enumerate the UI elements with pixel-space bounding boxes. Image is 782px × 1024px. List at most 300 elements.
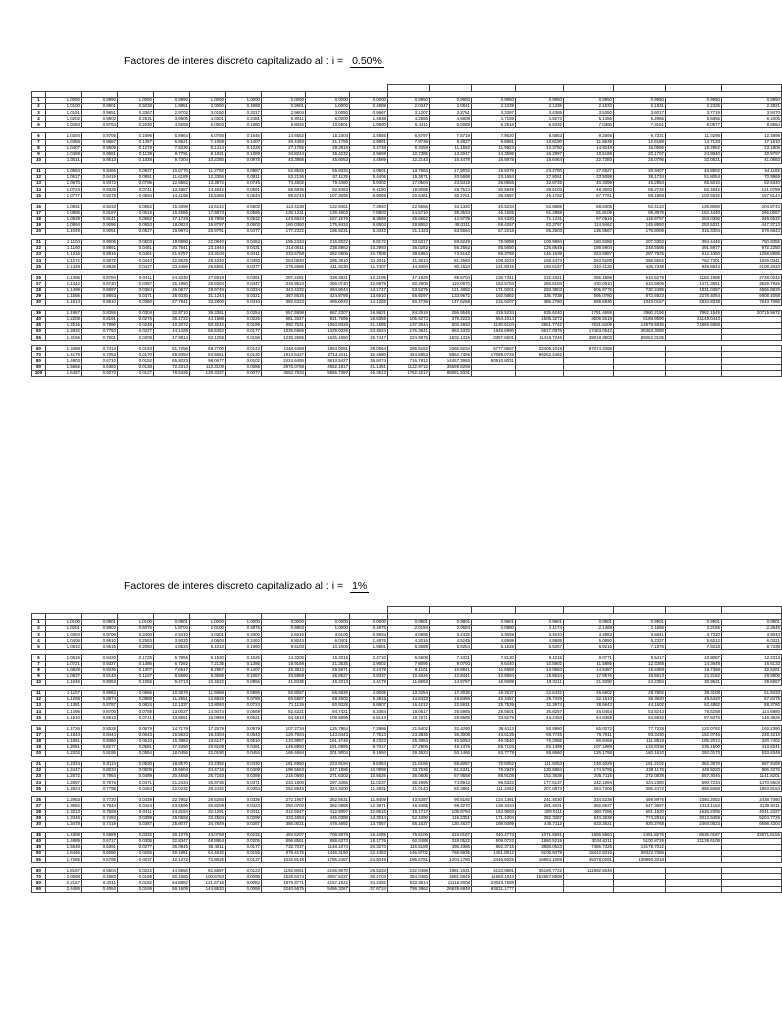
factor-cell: 1.0303 [46, 632, 82, 638]
factor-cell: 16.4285 [350, 832, 388, 838]
factor-cell: 139.4603 [306, 210, 350, 216]
factor-cell: 8.7791 [154, 151, 190, 157]
factor-cell: 3.4365 [516, 110, 564, 116]
factor-cell: 10.5626 [350, 774, 388, 780]
factor-cell: 45.6053 [306, 157, 350, 163]
factor-cell: 0.0120 [226, 352, 262, 358]
factor-cell: 0.0304 [118, 310, 154, 316]
factor-cell: 5.6865 [666, 116, 722, 122]
factor-cell: 9.8026 [262, 122, 306, 128]
factor-cell: 0.0237 [118, 857, 154, 863]
factor-cell: 24.2162 [666, 673, 722, 679]
factor-cell: 0.4084 [82, 886, 118, 892]
factor-cell: 557.5598 [262, 310, 306, 316]
factor-cell: 8.7017 [350, 744, 388, 750]
factor-cell: 44.2084 [388, 264, 430, 270]
factor-cell: 0.0643 [118, 732, 154, 738]
factor-cell: 160.6258 [564, 239, 614, 245]
factor-cell: 1.0939 [46, 216, 82, 222]
factor-cell: 16.2586 [154, 210, 190, 216]
factor-cell: 28.5671 [306, 667, 350, 673]
factor-cell: 1.1268 [46, 697, 82, 703]
factor-cell: 0.8114 [82, 761, 118, 767]
factor-cell: 20.4493 [262, 139, 306, 145]
factor-cell: 1.1843 [46, 732, 82, 738]
factor-cell: 16.6142 [190, 204, 226, 210]
factor-cell: 9.7331 [614, 133, 666, 139]
factor-cell: 0.0796 [118, 181, 154, 187]
factor-cell: 1566.5963 [564, 832, 614, 838]
factor-cell: 1130.6104 [472, 323, 516, 329]
factor-cell: 0.6717 [82, 838, 118, 844]
factor-cell: 0.1625 [226, 655, 262, 661]
period-cell: 19 [32, 744, 46, 750]
factor-cell: 83.5661 [190, 352, 226, 358]
factor-cell: 99.3270 [430, 803, 472, 809]
factor-cell: 15.3671 [388, 175, 430, 181]
factor-cell: 1.2516 [46, 323, 82, 329]
factor-cell: 2.0194 [388, 626, 430, 632]
factor-cell: 69.7700 [190, 346, 226, 352]
factor-cell: 28.2818 [306, 145, 350, 151]
factor-cell: 972.2250 [722, 245, 782, 251]
factor-cell: 699.6936 [564, 299, 614, 305]
factor-cell: 111.9453 [516, 761, 564, 767]
factor-cell: 13.7563 [388, 168, 430, 174]
factor-cell: 191.2102 [614, 761, 666, 767]
factor-cell: 15.5365 [190, 193, 226, 199]
factor-cell: 143.0443 [306, 732, 350, 738]
factor-cell: 129.3337 [190, 370, 226, 376]
factor-cell: 1.1328 [46, 264, 82, 270]
factor-cell: 1629.0341 [722, 258, 782, 264]
factor-cell: 5.4411 [388, 122, 430, 128]
factor-cell: 92.8340 [722, 181, 782, 187]
factor-cell: 0.7414 [82, 346, 118, 352]
factor-cell: 152.3538 [516, 774, 564, 780]
factor-cell: 0.0077 [226, 370, 262, 376]
factor-cell: 831.7695 [306, 316, 350, 322]
factor-cell: 95.8660 [516, 750, 564, 756]
factor-cell: 0.0155 [226, 851, 262, 857]
factor-cell: 0.9802 [82, 116, 118, 122]
factor-cell: 9.4713 [154, 679, 190, 685]
factor-cell: 0.0865 [226, 690, 262, 696]
factor-cell: 121.0788 [722, 187, 782, 193]
period-cell: 90 [32, 364, 46, 370]
factor-cell: 1.3156 [46, 335, 82, 341]
factor-cell: 18.9874 [154, 228, 190, 234]
factor-cell: 25.7163 [190, 774, 226, 780]
factor-cell: 26.6662 [388, 216, 430, 222]
factor-cell: 0.4975 [226, 626, 262, 632]
factor-cell: 72.3313 [154, 364, 190, 370]
factor-cell: 41.0143 [388, 786, 430, 792]
factor-cell: 0.7798 [82, 786, 118, 792]
factor-cell: 1.0151 [46, 110, 82, 116]
period-cell: 21 [32, 239, 46, 245]
factor-cell: 107.3095 [306, 193, 350, 199]
factor-cell: 2.1336 [516, 104, 564, 110]
factor-cell: 1060.2052 [666, 797, 722, 803]
factor-cell: 23.2392 [190, 761, 226, 767]
factor-cell: 33043.7588 [472, 880, 516, 886]
factor-cell: 1.0615 [46, 655, 82, 661]
factor-cell: 74866.5868 [666, 323, 722, 329]
factor-cell: 0.8360 [82, 738, 118, 744]
factor-cell: 311.8230 [306, 264, 350, 270]
factor-cell: 30.9631 [666, 679, 722, 685]
factor-cell: 82.4122 [614, 204, 666, 210]
factor-cell: 2493.0523 [666, 821, 722, 827]
factor-cell: 0.5075 [118, 626, 154, 632]
factor-cell: 0.9950 [154, 98, 190, 104]
factor-cell: 9.7304 [154, 157, 190, 163]
factor-cell: 2108.2033 [722, 264, 782, 270]
factor-cell: 0.1167 [118, 673, 154, 679]
factor-cell: 2.1468 [564, 626, 614, 632]
factor-cell: 3.6017 [614, 110, 666, 116]
factor-cell: 54.8358 [564, 715, 614, 721]
period-cell: 60 [32, 346, 46, 352]
factor-cell: 1.4308 [46, 832, 82, 838]
factor-cell: 595.0780 [564, 293, 614, 299]
factor-cell: 13.3750 [516, 145, 564, 151]
factor-cell: 0.8787 [82, 703, 118, 709]
factor-cell: 21.6757 [154, 252, 190, 258]
factor-cell: 651.1620 [614, 809, 666, 815]
factor-cell: 0.8700 [82, 709, 118, 715]
factor-cell: 2278.4064 [666, 293, 722, 299]
factor-cell: 2013.9459 [666, 815, 722, 821]
factor-cell: 99.6704 [430, 275, 472, 281]
factor-cell: 0.0138 [118, 364, 154, 370]
factor-cell: 4.0604 [190, 638, 226, 644]
factor-cell: 0.9934 [350, 632, 388, 638]
factor-cell: 3.0050 [306, 110, 350, 116]
factor-cell: 0.0724 [226, 703, 262, 709]
factor-cell: 0.0769 [118, 709, 154, 715]
factor-cell: 449.5020 [666, 767, 722, 773]
factor-cell: 0.0477 [226, 228, 262, 234]
factor-cell: 0.0503 [118, 239, 154, 245]
factor-cell: 39.5867 [722, 679, 782, 685]
factor-cell: 0.1725 [118, 655, 154, 661]
factor-cell: 3.9337 [350, 673, 388, 679]
factor-cell: 78.5258 [666, 709, 722, 715]
factor-cell: 4.4589 [350, 157, 388, 163]
factor-cell: 18.5186 [564, 151, 614, 157]
factor-cell: 0.9803 [82, 626, 118, 632]
factor-cell: 113.4238 [262, 204, 306, 210]
factor-cell: 105.9273 [388, 316, 430, 322]
factor-cell: 0.0461 [118, 252, 154, 258]
factor-cell: 4.2016 [388, 638, 430, 644]
factor-cell: 205.7116 [564, 774, 614, 780]
factor-cell: 23.4456 [154, 264, 190, 270]
period-cell: 6 [32, 655, 46, 661]
factor-cell: 0.9950 [430, 98, 472, 104]
factor-cell: 0.9950 [388, 98, 430, 104]
factor-cell: 0.0127 [118, 370, 154, 376]
factor-cell: 39.1961 [154, 851, 190, 857]
factor-cell: 3613.5427 [306, 358, 350, 364]
factor-cell: 0.0399 [118, 815, 154, 821]
factor-cell: 0.9053 [82, 679, 118, 685]
factor-cell: 171.1004 [472, 815, 516, 821]
factor-cell: 81.8109 [564, 210, 614, 216]
factor-cell: 7643.7086 [722, 299, 782, 305]
factor-cell: 0.0439 [118, 797, 154, 803]
factor-cell: 0.9754 [82, 122, 118, 128]
factor-cell: 11.1552 [430, 145, 472, 151]
factor-cell: 1.1556 [46, 293, 82, 299]
factor-cell: 324.2390 [614, 780, 666, 786]
factor-cell: 0.0443 [118, 258, 154, 264]
factor-cell: 0.2531 [118, 116, 154, 122]
factor-cell: 34.7849 [190, 821, 226, 827]
factor-cell: 19.9168 [262, 661, 306, 667]
factor-cell: 157.1576 [306, 216, 350, 222]
factor-cell: 254.0820 [262, 258, 306, 264]
factor-cell: 5204.7726 [722, 815, 782, 821]
factor-cell: 0.0361 [226, 275, 262, 281]
factor-cell: 872.6923 [614, 293, 666, 299]
period-cell: 9 [32, 673, 46, 679]
factor-cell: 52.4320 [472, 216, 516, 222]
factor-cell: 2976.0769 [262, 364, 306, 370]
factor-cell: 55.8333 [306, 168, 350, 174]
factor-cell: 56.9297 [388, 293, 430, 299]
factor-cell: 28.2432 [190, 786, 226, 792]
factor-cell: 4.9259 [154, 122, 190, 128]
factor-cell: 241.4030 [516, 797, 564, 803]
factor-cell: 456.0033 [306, 299, 350, 305]
factor-cell: 168.4473 [516, 258, 564, 264]
factor-cell: 0.0431 [226, 245, 262, 251]
factor-cell: 75.9088 [472, 239, 516, 245]
factor-cell: 19.9378 [472, 168, 516, 174]
factor-cell: 0.1307 [118, 667, 154, 673]
factor-cell: 68.8305 [564, 204, 614, 210]
factor-cell: 0.9950 [614, 98, 666, 104]
factor-cell: 1.5648 [46, 845, 82, 851]
factor-cell: 86262.4462 [516, 352, 564, 358]
period-cell: 90 [32, 886, 46, 892]
factor-cell: 17.0504 [388, 181, 430, 187]
factor-cell: 0.6073 [82, 370, 118, 376]
period-cell: 12 [32, 175, 46, 181]
factor-cell: 3.3397 [472, 110, 516, 116]
factor-cell: 111.2462 [472, 786, 516, 792]
factor-cell: 41.0683 [722, 157, 782, 163]
factor-cell: 3.4478 [350, 667, 388, 673]
factor-cell: 32.2800 [190, 299, 226, 305]
factor-cell: 79.2949 [472, 767, 516, 773]
factor-cell: 0.0332 [118, 832, 154, 838]
factor-cell: 4.9501 [350, 168, 388, 174]
factor-cell: 51.9433 [722, 690, 782, 696]
factor-cell: 39.3361 [190, 310, 226, 316]
factor-cell: 12.3971 [350, 803, 388, 809]
factor-cell: 22.3457 [472, 697, 516, 703]
period-cell: 55 [32, 335, 46, 341]
factor-cell: 55.6087 [430, 761, 472, 767]
factor-cell: 10.8841 [430, 667, 472, 673]
period-cell: 26 [32, 275, 46, 281]
factor-cell: 0.9006 [82, 239, 118, 245]
factor-cell: 253.5321 [666, 222, 722, 228]
factor-cell: 0.0887 [226, 168, 262, 174]
factor-cell: 215.6207 [472, 299, 516, 305]
factor-cell: 10.1005 [306, 644, 350, 650]
factor-cell: 53.5664 [430, 228, 472, 234]
factor-cell: 4.9005 [350, 690, 388, 696]
factor-cell: 0.9706 [82, 632, 118, 638]
factor-cell: 835.6240 [516, 310, 564, 316]
factor-cell: 3.0895 [388, 632, 430, 638]
factor-cell: 0.7601 [82, 335, 118, 341]
factor-cell: 125.7864 [306, 726, 350, 732]
factor-cell: 15.1004 [306, 133, 350, 139]
factor-cell: 336.7038 [516, 293, 564, 299]
factor-cell: 233.6768 [262, 252, 306, 258]
factor-cell: 768.6935 [430, 851, 472, 857]
section-title-text: Factores de interes discreto capitalizado al : i = [124, 580, 344, 592]
factor-cell: 77.7228 [614, 726, 666, 732]
factor-cell: 3.5641 [614, 632, 666, 638]
factor-cell: 0.7793 [82, 329, 118, 335]
factor-cell: 48.3593 [564, 187, 614, 193]
period-cell: 18 [32, 216, 46, 222]
factor-cell: 193.5167 [516, 264, 564, 270]
factor-cell: 137.3044 [388, 323, 430, 329]
factor-cell: 654.1014 [472, 316, 516, 322]
factor-cell: 222.4321 [516, 275, 564, 281]
period-cell: 8 [32, 145, 46, 151]
factor-cell: 430.0910 [564, 281, 614, 287]
factor-cell: 0.6391 [82, 845, 118, 851]
factor-cell: 272.1957 [262, 797, 306, 803]
factor-cell: 36.3008 [430, 732, 472, 738]
factor-cell: 54.1182 [722, 168, 782, 174]
factor-cell: 59.4267 [472, 222, 516, 228]
factor-cell: 19.7671 [388, 715, 430, 721]
factor-cell: 0.0232 [226, 832, 262, 838]
factor-cell: 62.4882 [666, 703, 722, 709]
factor-cell: 1.1046 [46, 679, 82, 685]
factor-cell: 633.2621 [564, 821, 614, 827]
factor-cell: 98.0677 [190, 358, 226, 364]
factor-cell: 23.4624 [350, 329, 388, 335]
factor-cell: 2.1174 [516, 626, 564, 632]
factor-cell: 0.0481 [226, 744, 262, 750]
factor-cell: 318.0522 [430, 838, 472, 844]
factor-cell: 11.8653 [388, 679, 430, 685]
factor-cell: 3.2761 [430, 110, 472, 116]
factor-cell: 128.1231 [262, 210, 306, 216]
factor-cell: 15.3399 [154, 204, 190, 210]
factor-cell: 6.6332 [516, 122, 564, 128]
factor-cell: 46.0454 [564, 709, 614, 715]
factor-cell: 0.9901 [564, 620, 614, 626]
factor-cell: 255.5193 [516, 281, 564, 287]
factor-cell: 58.9394 [154, 352, 190, 358]
factor-cell: 30.9797 [722, 151, 782, 157]
factor-cell: 13.7557 [350, 821, 388, 827]
factor-cell: 2834.8338 [666, 299, 722, 305]
factor-cell: 14.4642 [190, 187, 226, 193]
factor-cell: 177.6137 [516, 780, 564, 786]
factor-cell: 121.4882 [430, 287, 472, 293]
factor-cell: 1.1385 [46, 275, 82, 281]
factor-cell: 29.7882 [614, 690, 666, 696]
factor-cell: 0.8653 [82, 293, 118, 299]
factor-cell: 4662.1817 [306, 364, 350, 370]
factor-cell: 14.9787 [430, 679, 472, 685]
factor-cell: 204.8744 [722, 204, 782, 210]
factor-cell: 6.4190 [350, 187, 388, 193]
factor-cell: 0.0652 [118, 204, 154, 210]
factor-cell: 87074.3386 [564, 346, 614, 352]
factor-cell: 78.5426 [154, 370, 190, 376]
factor-cell: 0.0311 [226, 809, 262, 815]
factor-cell: 33.5098 [564, 175, 614, 181]
factor-cell: 12.6188 [614, 139, 666, 145]
factor-cell: 18.8570 [154, 761, 190, 767]
factor-cell: 0.0177 [226, 329, 262, 335]
factor-cell: 63.2136 [262, 175, 306, 181]
factor-cell: 40.2072 [154, 323, 190, 329]
factor-cell: 762.7301 [666, 258, 722, 264]
factor-cell: 74.8913 [430, 780, 472, 786]
period-cell: 8 [32, 667, 46, 673]
factor-cell: 65.5010 [666, 181, 722, 187]
factor-cell: 2.9604 [262, 110, 306, 116]
factor-cell: 38.6364 [388, 252, 430, 258]
factor-cell: 272.0838 [614, 774, 666, 780]
factor-cell: 1.2572 [46, 774, 82, 780]
factor-cell: 4167.1522 [306, 880, 350, 886]
factor-cell: 21.1595 [350, 323, 388, 329]
factor-cell: 122.0762 [666, 726, 722, 732]
factor-cell: 16.5978 [472, 157, 516, 163]
factor-cell: 0.9901 [666, 620, 722, 626]
factor-cell: 0.0510 [226, 738, 262, 744]
factor-cell: 1.0937 [46, 673, 82, 679]
factor-cell: 149.8950 [262, 744, 306, 750]
factor-cell: 13.8093 [190, 703, 226, 709]
factor-cell: 7.9318 [666, 644, 722, 650]
factor-cell: 0.5785 [82, 857, 118, 863]
period-cell: 14 [32, 187, 46, 193]
factor-cell: 0.0694 [118, 193, 154, 199]
factor-cell: 1258.5995 [722, 252, 782, 258]
factor-cell: 86.5835 [262, 187, 306, 193]
factor-cell: 1.2697 [46, 780, 82, 786]
factor-cell: 0.8963 [82, 690, 118, 696]
factor-cell: 1879.8771 [262, 880, 306, 886]
factor-cell: 27.1755 [262, 145, 306, 151]
factor-cell: 0.0824 [118, 703, 154, 709]
factor-cell: 64.4632 [190, 851, 226, 857]
factor-cell: 379.2223 [430, 316, 472, 322]
factor-cell: 50.2906 [388, 281, 430, 287]
interest-factor-table [31, 606, 782, 893]
factor-cell: 1.1157 [46, 690, 82, 696]
factor-cell: 0.9901 [154, 620, 190, 626]
factor-cell: 2.0347 [388, 104, 430, 110]
